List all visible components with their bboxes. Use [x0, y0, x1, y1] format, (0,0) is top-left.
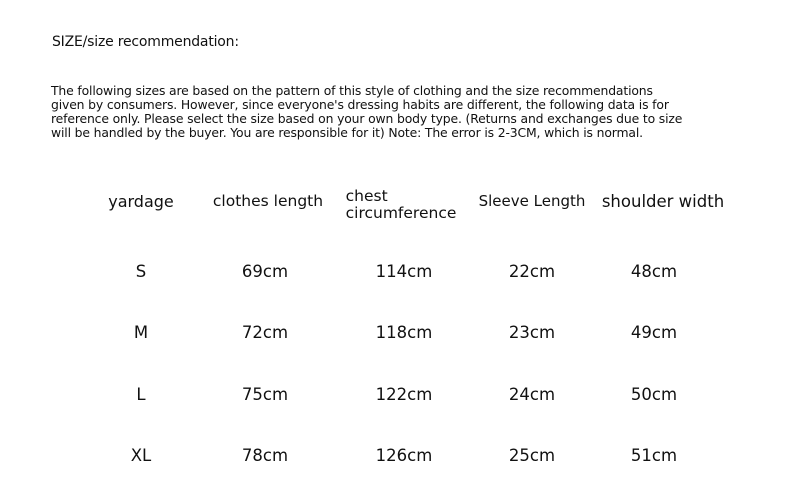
- cell-size: M: [133, 323, 149, 342]
- cell-chest: 126cm: [375, 446, 433, 465]
- cell-chest: 122cm: [375, 385, 433, 404]
- cell-clothes-length: 69cm: [241, 262, 289, 281]
- size-notice: [51, 84, 751, 140]
- cell-clothes-length: 75cm: [241, 385, 289, 404]
- header-chest-line1: chest: [345, 187, 388, 205]
- cell-sleeve: 25cm: [508, 446, 556, 465]
- notice-line: will be handled by the buyer. You are responsible for it) Note: The error is 2-3CM, which is normal.: [51, 125, 643, 140]
- cell-sleeve: 24cm: [508, 385, 556, 404]
- page-title: SIZE/size recommendation:: [52, 34, 239, 50]
- cell-size: XL: [130, 446, 152, 465]
- notice-line: reference only. Please select the size based on your own body type. (Returns and exchanges due to size: [51, 111, 683, 126]
- header-yardage: yardage: [108, 192, 174, 211]
- cell-shoulder: 50cm: [630, 385, 678, 404]
- header-chest-circumference: [346, 188, 457, 222]
- cell-sleeve: 23cm: [508, 323, 556, 342]
- header-clothes-length: clothes length: [212, 192, 324, 210]
- header-chest-line2: circumference: [345, 204, 457, 222]
- cell-shoulder: 48cm: [630, 262, 678, 281]
- cell-clothes-length: 72cm: [241, 323, 289, 342]
- header-shoulder-width: shoulder width: [601, 192, 725, 211]
- cell-chest: 114cm: [375, 262, 433, 281]
- cell-chest: 118cm: [375, 323, 433, 342]
- notice-line: The following sizes are based on the pattern of this style of clothing and the size recommendations: [51, 83, 653, 98]
- notice-line: given by consumers. However, since everyone's dressing habits are different, the following data is for: [51, 97, 669, 112]
- cell-shoulder: 51cm: [630, 446, 678, 465]
- cell-clothes-length: 78cm: [241, 446, 289, 465]
- cell-size: S: [135, 262, 147, 281]
- cell-size: L: [136, 385, 146, 404]
- cell-sleeve: 22cm: [508, 262, 556, 281]
- cell-shoulder: 49cm: [630, 323, 678, 342]
- header-sleeve-length: Sleeve Length: [478, 192, 586, 210]
